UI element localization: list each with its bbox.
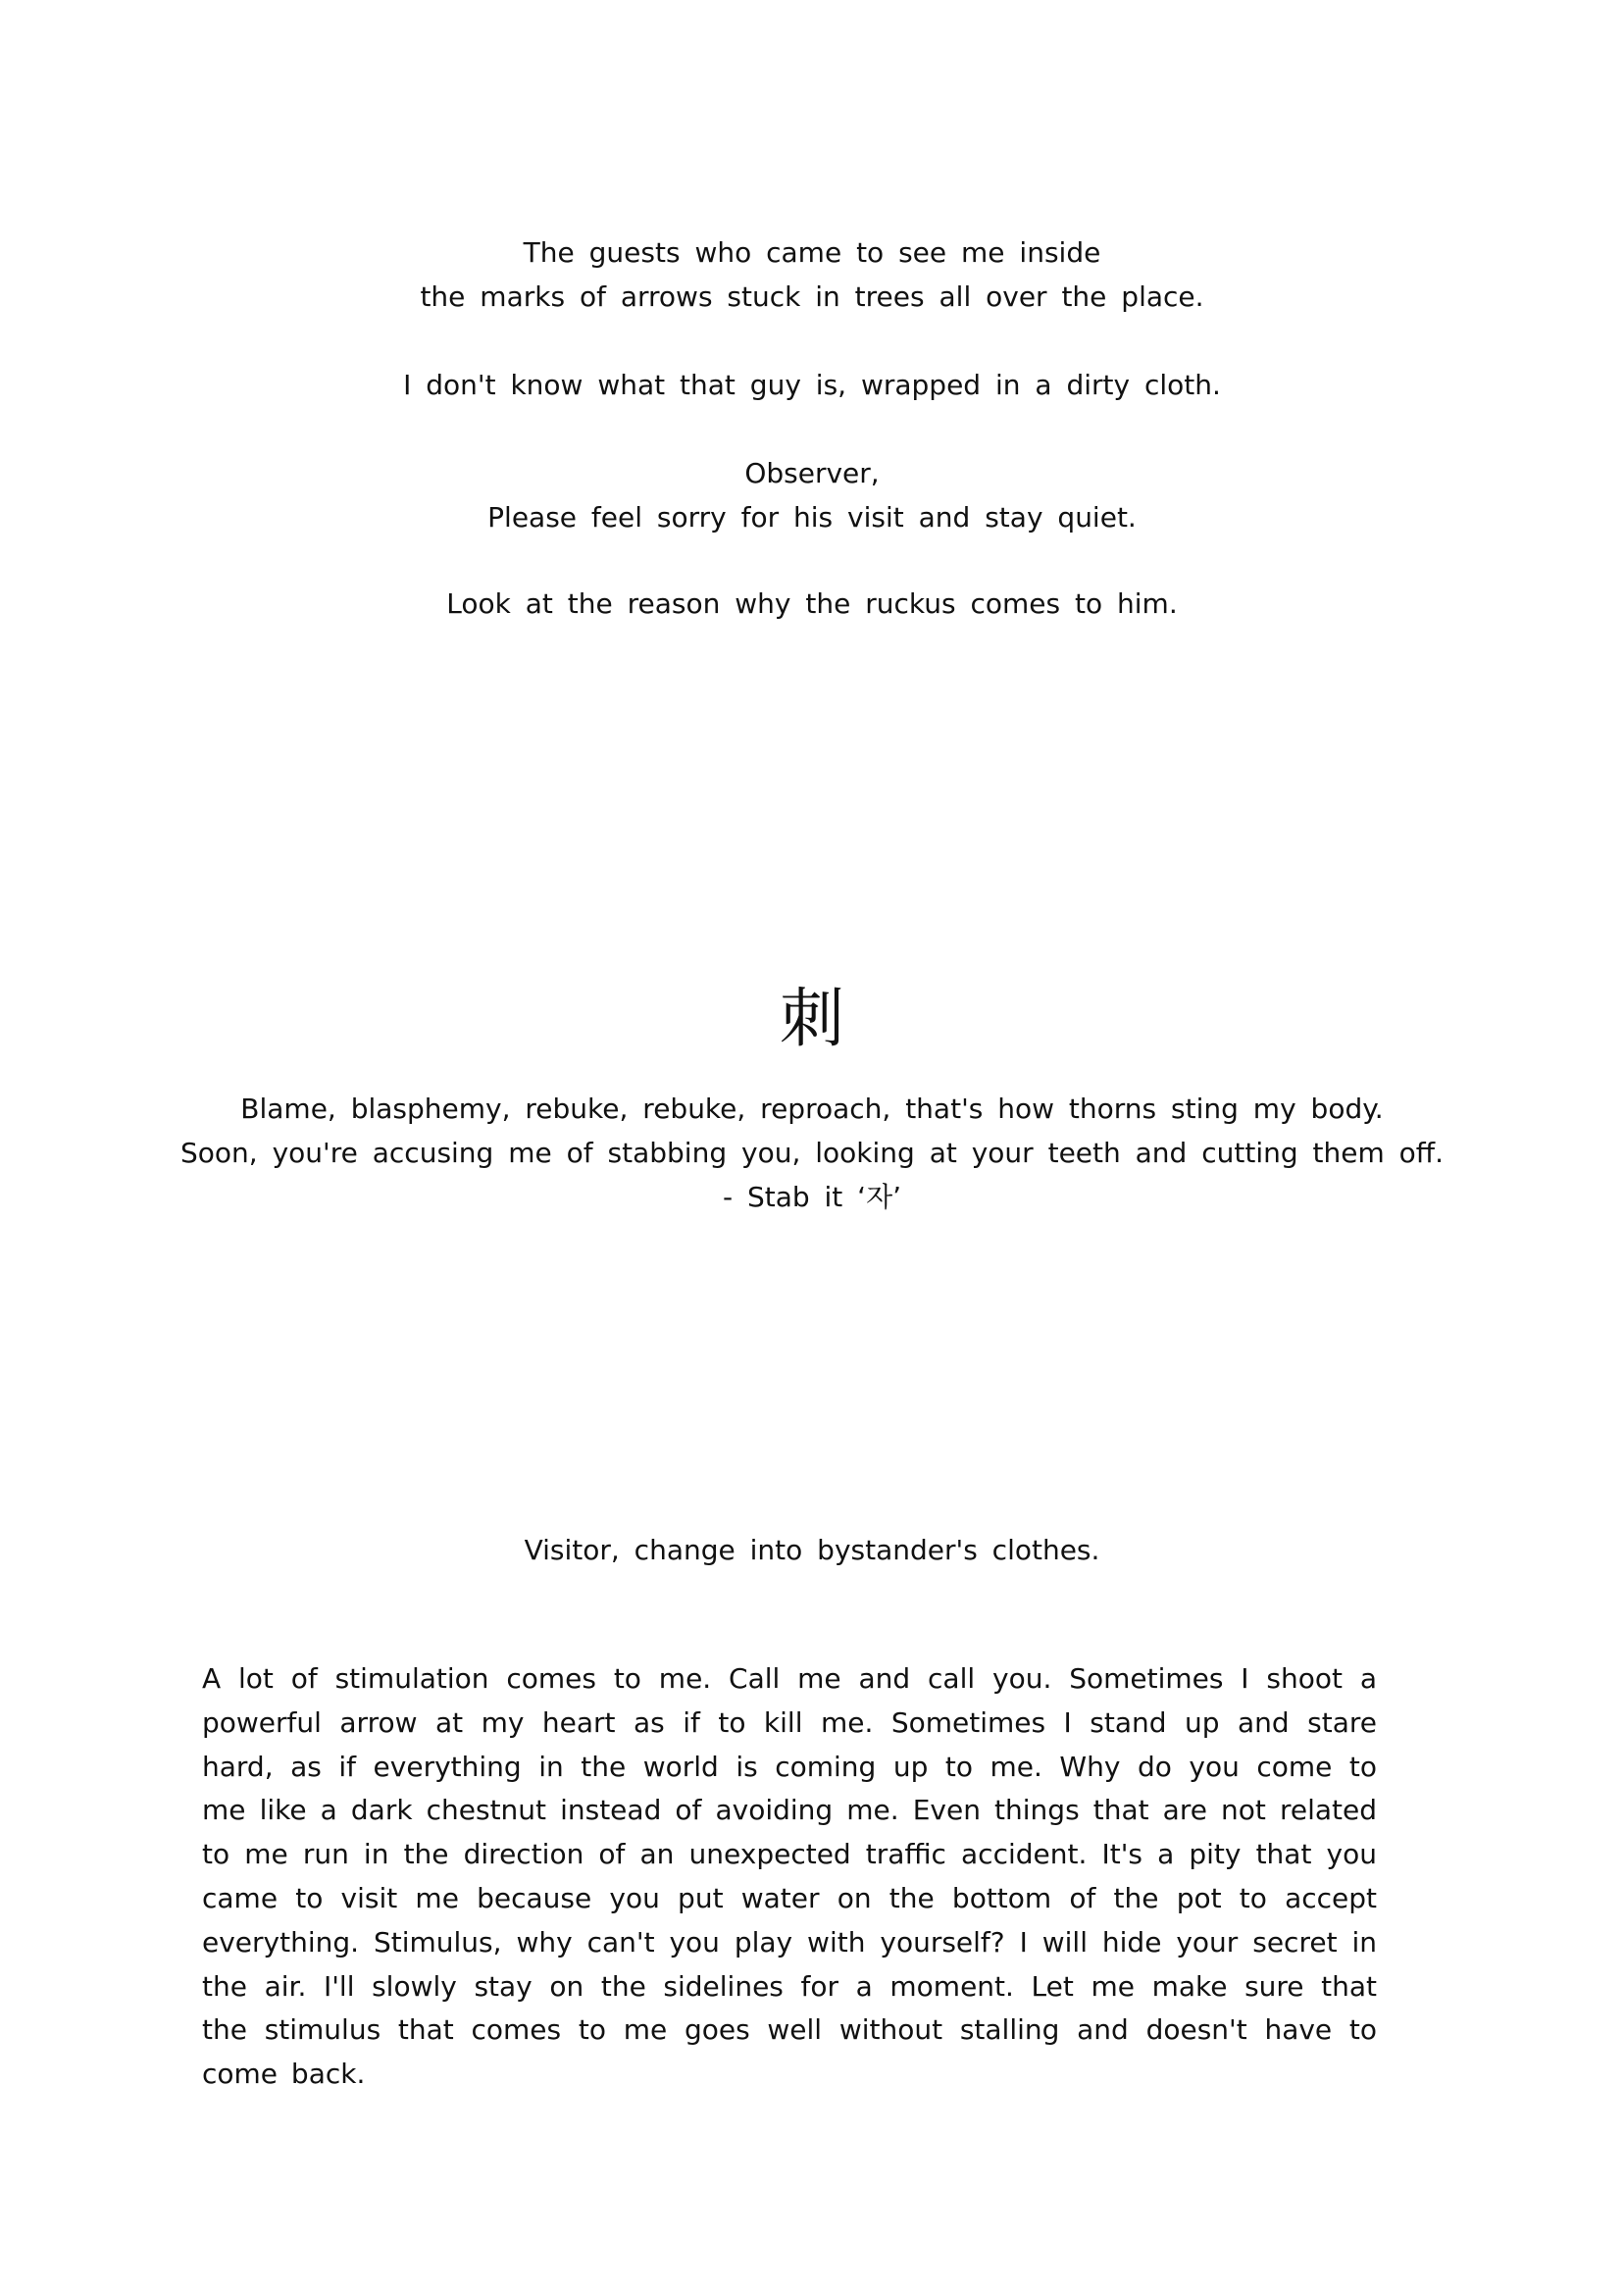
- section-line: Soon, you're accusing me of stabbing you, looking at your teeth and cutting them off.: [180, 1137, 1444, 1169]
- poem-line: I don't know what that guy is, wrapped in a dirty cloth.: [403, 369, 1221, 401]
- poem-line: The guests who came to see me inside: [523, 236, 1101, 269]
- visitor-line: Visitor, change into bystander's clothes.: [524, 1534, 1100, 1566]
- section-line: Blame, blasphemy, rebuke, rebuke, reproach, that's how thorns sting my body.: [240, 1093, 1384, 1125]
- section-glyph: 刺: [780, 981, 844, 1056]
- closing-paragraph: A lot of stimulation comes to me. Call me and call you. Sometimes I shoot a powerful arrow at my heart as if to kill me. Sometimes I stand up and stare hard, as if everything in the world is coming up to me. Why do you come to me like a dark chestnut instead of avoiding me. Even things that are not related to me run in the direction of an unexpected traffic accident. It's a pity that you came to visit me because you put water on the bottom of the pot to accept everything. Stimulus, why can't you play with yourself? I will hide your secret in the air. I'll slowly stay on the sidelines for a moment. Let me make sure that the stimulus that comes to me goes well without stalling and doesn't have to come back.: [202, 1662, 1377, 2091]
- poem-line: Observer,: [744, 457, 880, 489]
- poem-line: Please feel sorry for his visit and stay quiet.: [487, 501, 1137, 534]
- poem-line: Look at the reason why the ruckus comes to him.: [446, 587, 1178, 620]
- poem-line: the marks of arrows stuck in trees all over the place.: [420, 280, 1204, 313]
- section-line: - Stab it ‘자’: [722, 1181, 902, 1213]
